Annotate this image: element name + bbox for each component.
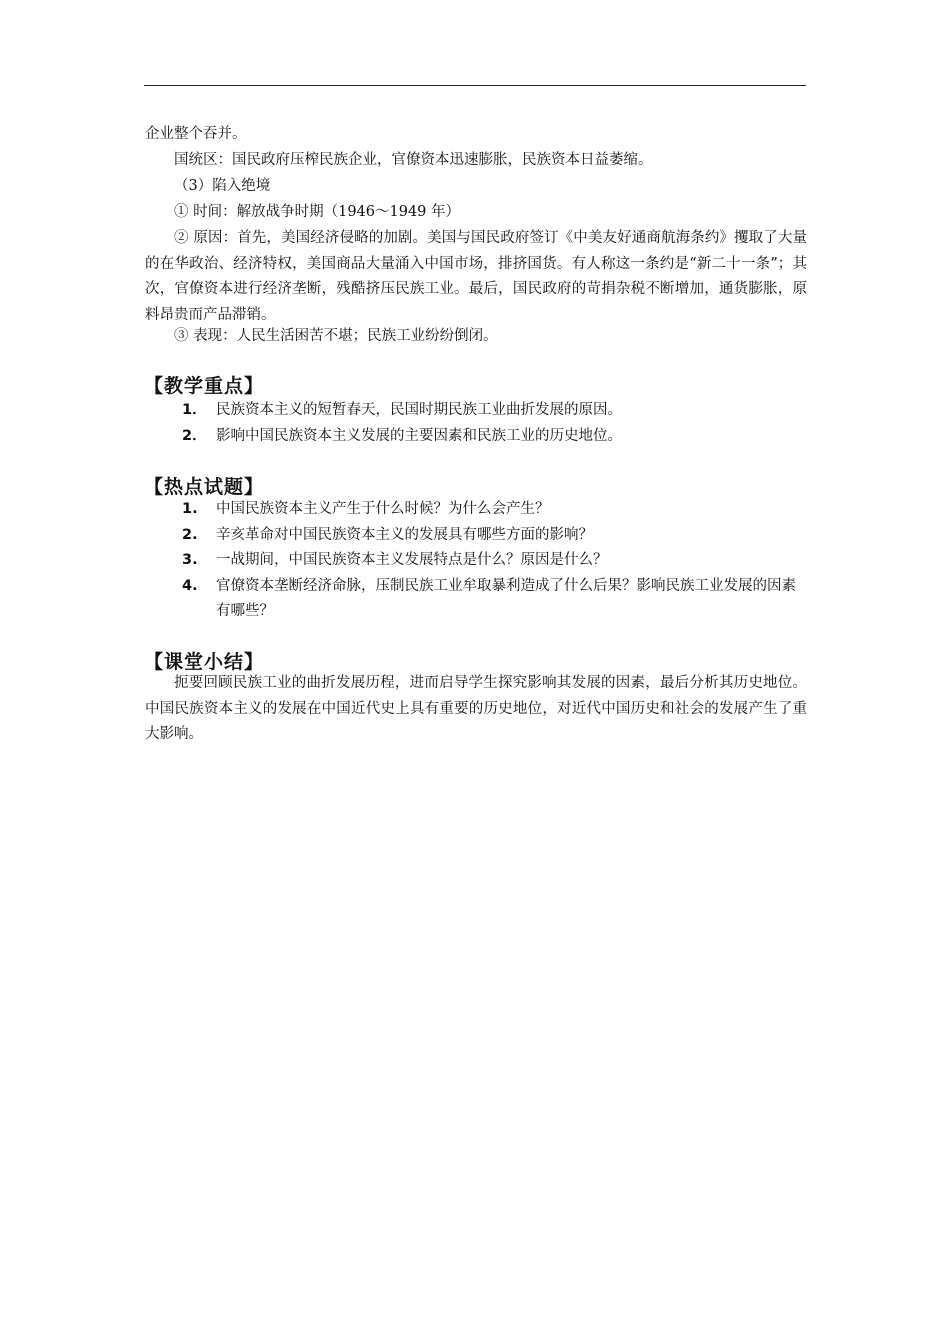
- list-item: [178, 424, 808, 450]
- kmt-area-paragraph: 国统区：国民政府压榨民族企业，官僚资本迅速膨胀，民族资本日益萎缩。: [174, 152, 653, 168]
- summary-heading: 【课堂小结】: [144, 651, 265, 673]
- reason-paragraph: ② 原因：首先，美国经济侵略的加剧。美国与国民政府签订《中美友好通商航海条约》攫取了大量的在华政治、经济特权，美国商品大量涌入中国市场，排挤国货。有人称这一条约是“新二十一条”；其次，官僚资本进行经济垄断，残酷挤压民族工业。最后，国民政府的苛捐杂税不断增加，通货膨胀，原料昂贵而产品滞销。: [145, 230, 807, 323]
- list-item: [178, 523, 808, 549]
- time-paragraph: ① 时间：解放战争时期（1946～1949 年）: [174, 204, 461, 220]
- item-number: 3.: [182, 552, 198, 568]
- list-item: [178, 398, 808, 424]
- item-text: 中国民族资本主义产生于什么时候？为什么会产生？: [216, 501, 550, 517]
- continued-line: 企业整个吞并。: [145, 126, 247, 142]
- item-number: 1.: [182, 501, 198, 517]
- list-item: [178, 497, 808, 523]
- stage3-title: （3）陷入绝境: [174, 178, 271, 194]
- manifestation-paragraph: ③ 表现：人民生活困苦不堪；民族工业纷纷倒闭。: [174, 328, 498, 344]
- item-number: 2.: [182, 526, 198, 543]
- header-rule: [144, 85, 806, 86]
- item-number: 2．: [182, 427, 207, 444]
- item-number: 1．: [182, 402, 207, 418]
- item-text: 民族资本主义的短暂春天，民国时期民族工业曲折发展的原因。: [216, 402, 622, 418]
- item-text: 影响中国民族资本主义发展的主要因素和民族工业的历史地位。: [216, 427, 622, 444]
- summary-paragraph: 扼要回顾民族工业的曲折发展历程，进而启导学生探究影响其发展的因素，最后分析其历史地位。中国民族资本主义的发展在中国近代史上具有重要的历史地位，对近代中国历史和社会的发展产生了重大影响。: [145, 675, 807, 742]
- list-item: [178, 548, 808, 574]
- item-number: 4.: [182, 577, 198, 594]
- hot-questions-list: [178, 497, 808, 625]
- list-item: [178, 574, 808, 625]
- item-text: 一战期间，中国民族资本主义发展特点是什么？原因是什么？: [216, 552, 608, 568]
- item-text: 辛亥革命对中国民族资本主义的发展具有哪些方面的影响？: [216, 526, 593, 543]
- item-text: 官僚资本垄断经济命脉，压制民族工业牟取暴利造成了什么后果？影响民族工业发展的因素有哪些？: [216, 577, 796, 619]
- hot-questions-heading: 【热点试题】: [144, 476, 265, 498]
- key-points-list: [178, 398, 808, 449]
- key-points-heading: 【教学重点】: [144, 375, 265, 397]
